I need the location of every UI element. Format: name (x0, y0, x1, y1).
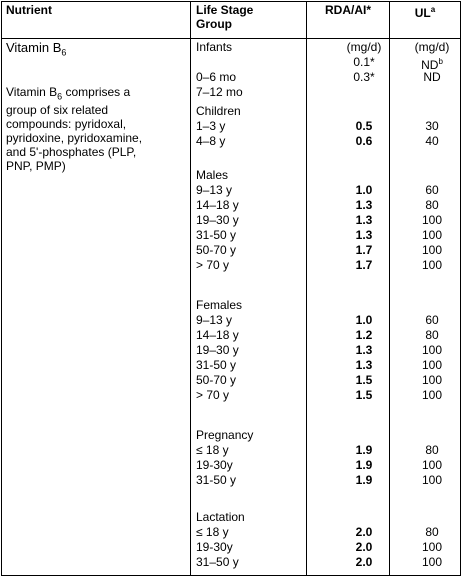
ul-value: 100 (421, 213, 443, 227)
ul-value-sup: b (438, 57, 443, 66)
ul-children (402, 104, 462, 149)
column-divider-3 (389, 1, 390, 576)
spacer (324, 510, 404, 525)
rda-value: 1.3 (355, 228, 373, 242)
desc-line-3: compounds: pyridoxal, (6, 117, 127, 132)
desc-line-6: PNP, PMP) (6, 159, 66, 174)
header-life-stage (196, 3, 253, 31)
row-label: ≤ 18 y (196, 443, 229, 457)
row-label: 7–12 mo (196, 85, 243, 99)
rda-value: 2.0 (355, 525, 373, 539)
rda-value: 1.3 (355, 198, 373, 212)
ul-value: 100 (421, 343, 443, 357)
rda-lactation (324, 510, 404, 570)
desc-line-1-sub: 6 (57, 91, 63, 102)
header-life-stage-line1: Life Stage (196, 3, 254, 17)
header-ul (394, 3, 456, 20)
rda-value: 1.5 (355, 373, 373, 387)
spacer (402, 510, 462, 525)
group-title: Children (196, 104, 241, 118)
rda-value: 0.3* (353, 70, 375, 84)
spacer (402, 104, 462, 119)
desc-line-4: pyridoxine, pyridoxamine, (6, 131, 143, 146)
row-label: 31-50 y (196, 228, 237, 242)
row-label: ≤ 18 y (196, 525, 229, 539)
column-divider-1 (190, 1, 191, 576)
group-title: Males (196, 168, 229, 182)
rda-value: 1.0 (355, 313, 373, 327)
ul-value (402, 55, 462, 70)
header-nutrient: Nutrient (6, 3, 52, 17)
rda-value: 0.6 (355, 134, 373, 148)
nutrient-name-sub: 6 (61, 47, 67, 58)
group-females (196, 298, 242, 403)
ul-value-text: ND (421, 58, 439, 72)
ul-value: 40 (425, 134, 439, 148)
row-label: 50-70 y (196, 373, 237, 387)
rda-value: 1.7 (355, 243, 373, 257)
rda-value: 1.9 (355, 473, 373, 487)
spacer (324, 428, 404, 443)
row-label: 9–13 y (196, 183, 233, 197)
header-ul-sup: a (430, 5, 436, 14)
rda-value: 1.2 (355, 328, 373, 342)
ul-value: 100 (421, 540, 443, 554)
rda-value: 1.0 (355, 183, 373, 197)
group-males (196, 168, 239, 273)
spacer (324, 104, 404, 119)
ul-value: 100 (421, 555, 443, 569)
row-label: 50-70 y (196, 243, 237, 257)
row-label: > 70 y (196, 258, 230, 272)
rda-value: 1.3 (355, 213, 373, 227)
row-label: 19–30 y (196, 213, 239, 227)
ul-males (402, 168, 462, 273)
group-pregnancy (196, 428, 253, 488)
rda-value: 1.9 (355, 443, 373, 457)
rda-unit: (mg/d) (346, 40, 382, 54)
ul-value: 100 (421, 358, 443, 372)
ul-value: 60 (425, 183, 439, 197)
ul-value: 80 (425, 198, 439, 212)
spacer (402, 428, 462, 443)
rda-value: 1.9 (355, 458, 373, 472)
row-label: 0–6 mo (196, 70, 237, 84)
column-divider-2 (306, 1, 307, 576)
row-label: 14–18 y (196, 328, 239, 342)
ul-females (402, 298, 462, 403)
desc-line-1-post: comprises a (62, 85, 131, 99)
row-label: 9–13 y (196, 313, 233, 327)
rda-children (324, 104, 404, 149)
group-title: Females (196, 298, 243, 312)
rda-males (324, 168, 404, 273)
ul-pregnancy (402, 428, 462, 488)
row-label: > 70 y (196, 388, 230, 402)
desc-line-2: group of six related (6, 103, 109, 118)
ul-value: ND (423, 70, 441, 84)
header-divider (1, 38, 461, 39)
row-label: 31-50 y (196, 358, 237, 372)
group-title: Lactation (196, 510, 245, 524)
table-row (196, 70, 243, 85)
rda-pregnancy (324, 428, 404, 488)
rda-infants (324, 40, 404, 85)
ul-value: 100 (421, 258, 443, 272)
ul-unit: (mg/d) (414, 40, 450, 54)
table-row (196, 55, 243, 70)
ul-value: 100 (421, 243, 443, 257)
row-label: 1–3 y (196, 119, 226, 133)
header-ul-label: UL (414, 6, 431, 20)
group-infants (196, 40, 243, 100)
row-label: 19-30y (196, 540, 233, 554)
nutrient-description (6, 85, 186, 173)
rda-value: 2.0 (355, 540, 373, 554)
ul-value: 80 (425, 443, 439, 457)
row-label: 14–18 y (196, 198, 239, 212)
row-label: 31–50 y (196, 555, 239, 569)
group-lactation (196, 510, 245, 570)
ul-value: 100 (421, 228, 443, 242)
table-row (196, 85, 243, 100)
row-label: 4–8 y (196, 134, 226, 148)
ul-infants (402, 40, 462, 85)
ul-value: 80 (425, 328, 439, 342)
row-label: 19-30y (196, 458, 233, 472)
header-rda (312, 3, 384, 17)
ul-value: 100 (421, 388, 443, 402)
nutrient-name (6, 40, 66, 58)
nutrient-name-text: Vitamin B (6, 40, 62, 55)
spacer (402, 298, 462, 313)
group-title: Infants (196, 40, 233, 54)
header-rda-label: RDA/AI* (324, 3, 371, 17)
ul-lactation (402, 510, 462, 570)
desc-line-5: and 5'-phosphates (PLP, (6, 145, 137, 160)
header-life-stage-line2: Group (196, 17, 232, 31)
ul-value: 100 (421, 373, 443, 387)
ul-value: 100 (421, 458, 443, 472)
row-label: 31-50 y (196, 473, 237, 487)
rda-value: 1.7 (355, 258, 373, 272)
rda-value: 0.1* (353, 55, 375, 69)
rda-value: 2.0 (355, 555, 373, 569)
desc-line-1 (6, 85, 186, 103)
ul-value: 80 (425, 525, 439, 539)
rda-value: 1.3 (355, 358, 373, 372)
group-title: Pregnancy (196, 428, 254, 442)
rda-value: 0.5 (355, 119, 373, 133)
desc-line-1-pre: Vitamin B (6, 85, 58, 99)
rda-value: 1.3 (355, 343, 373, 357)
row-label: 19–30 y (196, 343, 239, 357)
rda-females (324, 298, 404, 403)
ul-value: 30 (425, 119, 439, 133)
spacer (324, 298, 404, 313)
spacer (324, 168, 404, 183)
rda-value: 1.5 (355, 388, 373, 402)
ul-value: 60 (425, 313, 439, 327)
ul-value: 100 (421, 473, 443, 487)
group-children (196, 104, 241, 149)
spacer (402, 168, 462, 183)
